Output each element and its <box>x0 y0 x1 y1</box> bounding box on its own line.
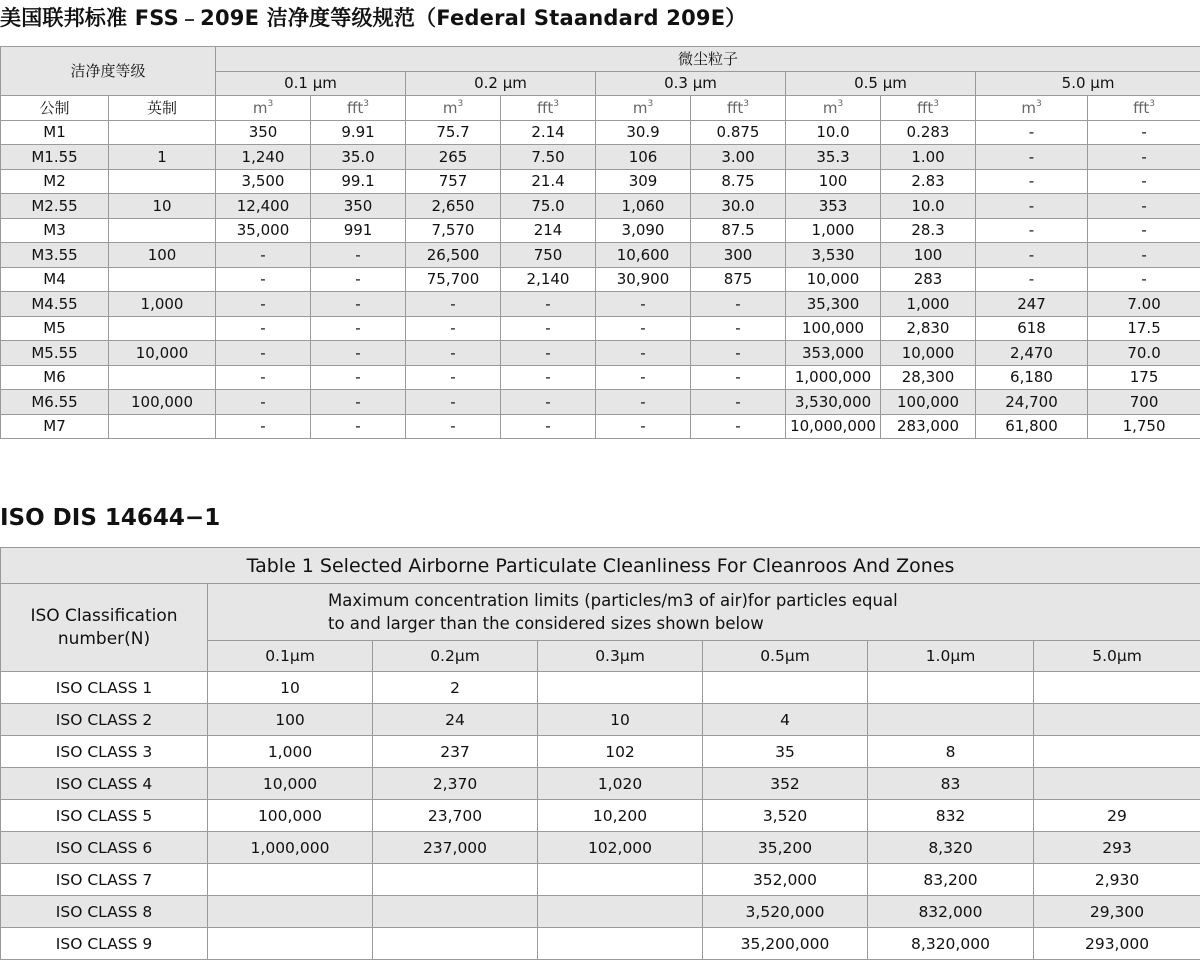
iso-class-table <box>0 547 1200 960</box>
table-row <box>1 736 1200 768</box>
value-cell: 1.00 <box>881 145 976 170</box>
value-cell: 0.283 <box>881 120 976 145</box>
value-cell: 3,520,000 <box>703 896 868 928</box>
value-cell: - <box>311 316 406 341</box>
value-cell: - <box>216 365 311 390</box>
value-cell: 353 <box>786 194 881 219</box>
value-cell: - <box>216 292 311 317</box>
table-row <box>1 928 1200 960</box>
value-cell: - <box>501 390 596 415</box>
unit-exponent: 3 <box>267 98 274 109</box>
value-cell: - <box>596 292 691 317</box>
table-row <box>1 292 1200 317</box>
unit-exponent: 3 <box>457 98 464 109</box>
value-cell: - <box>691 341 786 366</box>
value-cell: 35.3 <box>786 145 881 170</box>
cleanliness-class-header: 洁净度等级 <box>1 47 216 96</box>
value-cell: - <box>596 365 691 390</box>
value-cell: 8,320,000 <box>868 928 1034 960</box>
fed-standard-title: 美国联邦标准 FSS﹣209E 洁净度等级规范（Federal Staandard 209E） <box>0 6 747 30</box>
table-row <box>1 672 1200 704</box>
english-class-cell: 100 <box>109 243 216 268</box>
table-row <box>1 120 1200 145</box>
value-cell: 3,090 <box>596 218 691 243</box>
value-cell: 618 <box>976 316 1088 341</box>
value-cell: 23,700 <box>373 800 538 832</box>
value-cell: 35,000 <box>216 218 311 243</box>
value-cell <box>373 928 538 960</box>
iso-class-label: ISO CLASS 3 <box>1 736 208 768</box>
iso-classification-header: ISO Classification number(N) <box>1 584 208 672</box>
value-cell: 10,000 <box>881 341 976 366</box>
value-cell: 1,000,000 <box>208 832 373 864</box>
value-cell: 2 <box>373 672 538 704</box>
max-concentration-line: Maximum concentration limits (particles/m3 of air)for particles equal <box>328 591 898 610</box>
value-cell: 29,300 <box>1034 896 1200 928</box>
value-cell: 1,750 <box>1088 414 1200 439</box>
metric-class-cell: M6 <box>1 365 109 390</box>
value-cell: 35 <box>703 736 868 768</box>
value-cell: 10 <box>208 672 373 704</box>
value-cell: - <box>1088 194 1200 219</box>
value-cell: 2.14 <box>501 120 596 145</box>
metric-class-cell: M3.55 <box>1 243 109 268</box>
table-row <box>1 390 1200 415</box>
value-cell: 7.50 <box>501 145 596 170</box>
size-header: 0.1 μm <box>216 71 406 96</box>
value-cell <box>703 672 868 704</box>
particles-header: 微尘粒子 <box>216 47 1200 72</box>
value-cell: 0.875 <box>691 120 786 145</box>
value-cell: 30.9 <box>596 120 691 145</box>
value-cell: 353,000 <box>786 341 881 366</box>
table-row <box>1 194 1200 219</box>
value-cell: - <box>406 316 501 341</box>
value-cell: 750 <box>501 243 596 268</box>
cubic-meter-unit: m <box>822 98 838 117</box>
english-class-cell <box>109 169 216 194</box>
value-cell: 100,000 <box>208 800 373 832</box>
cubic-foot-unit: fft <box>917 98 934 117</box>
value-cell: - <box>501 365 596 390</box>
value-cell: - <box>976 169 1088 194</box>
value-cell <box>538 864 703 896</box>
value-cell: - <box>691 316 786 341</box>
table-row <box>1 704 1200 736</box>
value-cell: 1,000 <box>786 218 881 243</box>
value-cell: 2,470 <box>976 341 1088 366</box>
value-cell: 352,000 <box>703 864 868 896</box>
value-cell: 10.0 <box>881 194 976 219</box>
unit-exponent: 3 <box>553 98 559 109</box>
value-cell: 757 <box>406 169 501 194</box>
metric-class-cell: M7 <box>1 414 109 439</box>
english-class-cell: 10,000 <box>109 341 216 366</box>
value-cell: 100,000 <box>881 390 976 415</box>
value-cell: - <box>311 365 406 390</box>
metric-class-cell: M6.55 <box>1 390 109 415</box>
value-cell: 7.00 <box>1088 292 1200 317</box>
value-cell: - <box>406 341 501 366</box>
iso-size-header: 0.5μm <box>703 641 868 672</box>
value-cell: - <box>311 414 406 439</box>
value-cell: - <box>216 414 311 439</box>
english-class-cell: 1,000 <box>109 292 216 317</box>
value-cell: 10.0 <box>786 120 881 145</box>
cubic-meter-unit: m <box>442 98 458 117</box>
value-cell: 8,320 <box>868 832 1034 864</box>
value-cell: 7,570 <box>406 218 501 243</box>
value-cell: 1,000,000 <box>786 365 881 390</box>
english-class-cell <box>109 316 216 341</box>
value-cell: 17.5 <box>1088 316 1200 341</box>
iso-class-label: ISO CLASS 7 <box>1 864 208 896</box>
value-cell: 237 <box>373 736 538 768</box>
iso-class-label: ISO CLASS 2 <box>1 704 208 736</box>
value-cell <box>1034 736 1200 768</box>
value-cell: - <box>501 316 596 341</box>
value-cell: 832,000 <box>868 896 1034 928</box>
value-cell: 300 <box>691 243 786 268</box>
size-header: 0.3 μm <box>596 71 786 96</box>
value-cell: 24 <box>373 704 538 736</box>
value-cell: 1,060 <box>596 194 691 219</box>
value-cell: 87.5 <box>691 218 786 243</box>
value-cell <box>208 928 373 960</box>
unit-header <box>691 96 786 121</box>
table-row <box>1 218 1200 243</box>
table-caption: Table 1 Selected Airborne Particulate Cleanliness For Cleanroos And Zones <box>1 548 1200 584</box>
unit-header <box>311 96 406 121</box>
metric-header: 公制 <box>1 96 109 121</box>
value-cell: - <box>691 414 786 439</box>
value-cell: 3.00 <box>691 145 786 170</box>
value-cell: 70.0 <box>1088 341 1200 366</box>
value-cell: 75,700 <box>406 267 501 292</box>
value-cell: 247 <box>976 292 1088 317</box>
english-class-cell <box>109 120 216 145</box>
value-cell: 2,140 <box>501 267 596 292</box>
unit-header <box>976 96 1088 121</box>
value-cell: 10,000 <box>208 768 373 800</box>
value-cell: 1,000 <box>208 736 373 768</box>
value-cell: 35,200 <box>703 832 868 864</box>
value-cell: 102,000 <box>538 832 703 864</box>
value-cell: 35,200,000 <box>703 928 868 960</box>
iso-size-header: 5.0μm <box>1034 641 1200 672</box>
metric-class-cell: M4 <box>1 267 109 292</box>
value-cell: 35,300 <box>786 292 881 317</box>
value-cell: 8 <box>868 736 1034 768</box>
value-cell: 237,000 <box>373 832 538 864</box>
value-cell <box>373 864 538 896</box>
value-cell: 21.4 <box>501 169 596 194</box>
value-cell: 30.0 <box>691 194 786 219</box>
cubic-meter-unit: m <box>632 98 648 117</box>
value-cell: 6,180 <box>976 365 1088 390</box>
value-cell: - <box>216 243 311 268</box>
value-cell: - <box>311 243 406 268</box>
value-cell: 265 <box>406 145 501 170</box>
cubic-meter-unit: m <box>252 98 268 117</box>
value-cell: - <box>216 316 311 341</box>
value-cell: 2,930 <box>1034 864 1200 896</box>
iso-size-header: 0.1μm <box>208 641 373 672</box>
value-cell: 24,700 <box>976 390 1088 415</box>
value-cell: 29 <box>1034 800 1200 832</box>
value-cell: 2.83 <box>881 169 976 194</box>
size-header: 0.2 μm <box>406 71 596 96</box>
english-class-cell: 100,000 <box>109 390 216 415</box>
value-cell: - <box>976 145 1088 170</box>
table-row <box>1 267 1200 292</box>
iso-class-label: ISO CLASS 6 <box>1 832 208 864</box>
value-cell: 2,830 <box>881 316 976 341</box>
cubic-foot-unit: fft <box>727 98 744 117</box>
value-cell <box>538 928 703 960</box>
value-cell <box>373 896 538 928</box>
value-cell: 10,000 <box>786 267 881 292</box>
table-row <box>1 832 1200 864</box>
value-cell: 100 <box>786 169 881 194</box>
metric-class-cell: M2 <box>1 169 109 194</box>
value-cell: 12,400 <box>216 194 311 219</box>
metric-class-cell: M1.55 <box>1 145 109 170</box>
english-class-cell <box>109 218 216 243</box>
table-row <box>1 316 1200 341</box>
value-cell: 283,000 <box>881 414 976 439</box>
value-cell: 293 <box>1034 832 1200 864</box>
iso-size-header: 1.0μm <box>868 641 1034 672</box>
unit-exponent: 3 <box>743 98 749 109</box>
value-cell: 99.1 <box>311 169 406 194</box>
value-cell: 30,900 <box>596 267 691 292</box>
metric-class-cell: M4.55 <box>1 292 109 317</box>
value-cell <box>538 672 703 704</box>
value-cell: 3,530,000 <box>786 390 881 415</box>
value-cell <box>208 896 373 928</box>
iso-class-label: ISO CLASS 1 <box>1 672 208 704</box>
metric-class-cell: M2.55 <box>1 194 109 219</box>
value-cell: - <box>216 341 311 366</box>
cubic-foot-unit: fft <box>347 98 364 117</box>
value-cell: - <box>1088 120 1200 145</box>
iso-class-label: ISO CLASS 4 <box>1 768 208 800</box>
unit-exponent: 3 <box>933 98 939 109</box>
cubic-foot-unit: fft <box>1133 98 1150 117</box>
value-cell: - <box>1088 243 1200 268</box>
value-cell: 3,500 <box>216 169 311 194</box>
value-cell: 10 <box>538 704 703 736</box>
value-cell <box>868 704 1034 736</box>
unit-exponent: 3 <box>1035 98 1042 109</box>
value-cell: - <box>691 390 786 415</box>
metric-class-cell: M5.55 <box>1 341 109 366</box>
value-cell: - <box>596 390 691 415</box>
value-cell: 1,020 <box>538 768 703 800</box>
cubic-foot-unit: fft <box>537 98 554 117</box>
value-cell: - <box>311 267 406 292</box>
iso-class-label: ISO CLASS 9 <box>1 928 208 960</box>
unit-header <box>216 96 311 121</box>
table-row <box>1 243 1200 268</box>
value-cell: 175 <box>1088 365 1200 390</box>
value-cell: 214 <box>501 218 596 243</box>
unit-exponent: 3 <box>647 98 654 109</box>
value-cell: 10,600 <box>596 243 691 268</box>
value-cell: 100 <box>881 243 976 268</box>
iso-size-header: 0.2μm <box>373 641 538 672</box>
value-cell: - <box>976 120 1088 145</box>
table-row <box>1 365 1200 390</box>
value-cell: - <box>1088 169 1200 194</box>
unit-header <box>1088 96 1200 121</box>
value-cell: 352 <box>703 768 868 800</box>
value-cell <box>208 864 373 896</box>
table-row <box>1 145 1200 170</box>
value-cell: 2,650 <box>406 194 501 219</box>
value-cell: 283 <box>881 267 976 292</box>
table-row <box>1 864 1200 896</box>
value-cell: 350 <box>311 194 406 219</box>
value-cell: 1,000 <box>881 292 976 317</box>
metric-class-cell: M3 <box>1 218 109 243</box>
value-cell: 83 <box>868 768 1034 800</box>
value-cell: 2,370 <box>373 768 538 800</box>
unit-header <box>406 96 501 121</box>
value-cell: - <box>406 292 501 317</box>
iso-size-header: 0.3μm <box>538 641 703 672</box>
value-cell: - <box>596 414 691 439</box>
metric-class-cell: M5 <box>1 316 109 341</box>
value-cell: - <box>501 341 596 366</box>
english-class-cell: 1 <box>109 145 216 170</box>
table-row <box>1 768 1200 800</box>
max-concentration-line: to and larger than the considered sizes shown below <box>328 614 764 633</box>
cubic-meter-unit: m <box>1021 98 1036 117</box>
english-header: 英制 <box>109 96 216 121</box>
value-cell: 61,800 <box>976 414 1088 439</box>
value-cell <box>1034 704 1200 736</box>
value-cell: - <box>216 267 311 292</box>
value-cell: - <box>1088 145 1200 170</box>
value-cell: - <box>691 292 786 317</box>
english-class-cell <box>109 414 216 439</box>
iso-class-label: ISO CLASS 8 <box>1 896 208 928</box>
table-row <box>1 341 1200 366</box>
value-cell: 75.0 <box>501 194 596 219</box>
value-cell: - <box>501 414 596 439</box>
value-cell: - <box>406 390 501 415</box>
value-cell: 102 <box>538 736 703 768</box>
size-header: 0.5 μm <box>786 71 976 96</box>
max-concentration-header <box>208 584 1200 641</box>
value-cell: 875 <box>691 267 786 292</box>
english-class-cell <box>109 267 216 292</box>
value-cell: 293,000 <box>1034 928 1200 960</box>
value-cell: 100 <box>208 704 373 736</box>
value-cell: - <box>596 341 691 366</box>
value-cell <box>868 672 1034 704</box>
value-cell: - <box>596 316 691 341</box>
value-cell: - <box>311 390 406 415</box>
value-cell: 309 <box>596 169 691 194</box>
value-cell: 8.75 <box>691 169 786 194</box>
value-cell: - <box>691 365 786 390</box>
value-cell: 10,000,000 <box>786 414 881 439</box>
value-cell: 100,000 <box>786 316 881 341</box>
value-cell: 3,520 <box>703 800 868 832</box>
value-cell: - <box>501 292 596 317</box>
value-cell: 9.91 <box>311 120 406 145</box>
table-row <box>1 414 1200 439</box>
value-cell: 991 <box>311 218 406 243</box>
iso-class-label: ISO CLASS 5 <box>1 800 208 832</box>
value-cell: - <box>406 414 501 439</box>
value-cell: 1,240 <box>216 145 311 170</box>
value-cell: 28.3 <box>881 218 976 243</box>
value-cell: - <box>976 267 1088 292</box>
value-cell: - <box>976 218 1088 243</box>
value-cell: 83,200 <box>868 864 1034 896</box>
value-cell: - <box>976 194 1088 219</box>
value-cell: - <box>1088 218 1200 243</box>
metric-class-cell: M1 <box>1 120 109 145</box>
fed-standard-table <box>0 46 1200 439</box>
english-class-cell: 10 <box>109 194 216 219</box>
value-cell: - <box>311 292 406 317</box>
value-cell <box>1034 768 1200 800</box>
value-cell: 832 <box>868 800 1034 832</box>
value-cell: - <box>1088 267 1200 292</box>
value-cell: 3,530 <box>786 243 881 268</box>
unit-exponent: 3 <box>1149 98 1156 109</box>
value-cell: 75.7 <box>406 120 501 145</box>
unit-header <box>596 96 691 121</box>
value-cell: - <box>311 341 406 366</box>
table-row <box>1 800 1200 832</box>
size-header: 5.0 μm <box>976 71 1200 96</box>
value-cell: 10,200 <box>538 800 703 832</box>
value-cell: 700 <box>1088 390 1200 415</box>
value-cell: 35.0 <box>311 145 406 170</box>
table-row <box>1 169 1200 194</box>
value-cell: 4 <box>703 704 868 736</box>
unit-header <box>786 96 881 121</box>
unit-header <box>501 96 596 121</box>
value-cell: 28,300 <box>881 365 976 390</box>
value-cell: 350 <box>216 120 311 145</box>
value-cell: - <box>406 365 501 390</box>
unit-exponent: 3 <box>363 98 369 109</box>
value-cell <box>538 896 703 928</box>
value-cell: 26,500 <box>406 243 501 268</box>
english-class-cell <box>109 365 216 390</box>
value-cell <box>1034 672 1200 704</box>
value-cell: - <box>216 390 311 415</box>
unit-exponent: 3 <box>837 98 844 109</box>
table-row <box>1 896 1200 928</box>
value-cell: - <box>976 243 1088 268</box>
value-cell: 106 <box>596 145 691 170</box>
iso-standard-title: ISO DIS 14644−1 <box>0 505 221 531</box>
unit-header <box>881 96 976 121</box>
